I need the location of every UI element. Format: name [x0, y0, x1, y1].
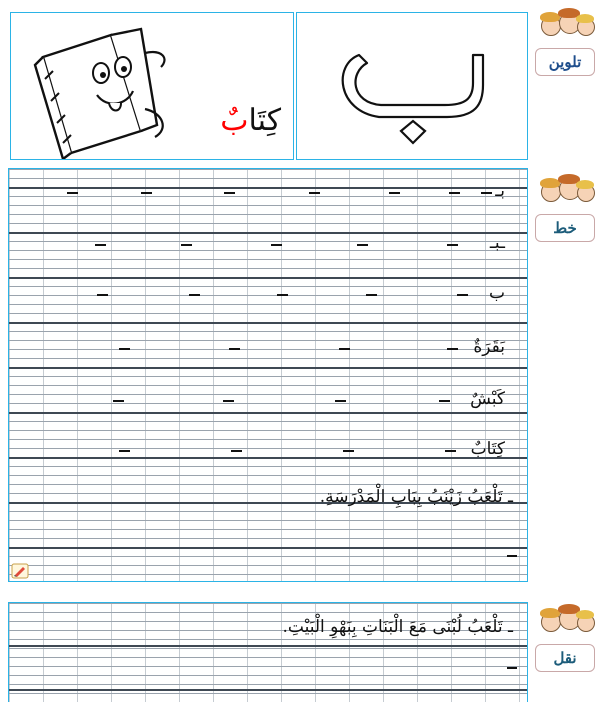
trace-dash [223, 400, 234, 402]
trace-row-label: بَقَرَةٌ [473, 337, 505, 357]
ruling-line [9, 322, 527, 324]
badge-color-label: تلوين [535, 48, 595, 76]
badge-copy [529, 602, 599, 682]
trace-dash [224, 192, 235, 194]
trace-dash [271, 244, 282, 246]
trace-dash [343, 450, 354, 452]
trace-row-label: كِتَابٌ [470, 439, 505, 459]
trace-row [9, 389, 527, 415]
kid-hair-icon [540, 178, 560, 188]
header-word-highlight: بٌ [220, 103, 249, 138]
trace-row-label: كَبْشٌ [470, 389, 505, 409]
kid-hair-icon [576, 180, 594, 189]
trace-row [9, 337, 527, 363]
trace-panel [8, 168, 528, 582]
kid-hair-icon [540, 608, 560, 618]
badge-color [529, 6, 599, 86]
ruling-line [9, 547, 527, 549]
trace-dash [447, 244, 458, 246]
trace-dash [67, 192, 78, 194]
trace-dash [95, 244, 106, 246]
header-word-prefix: كِتَا [248, 103, 281, 138]
letter-box [296, 12, 528, 160]
trace-dash [389, 192, 400, 194]
copy-panel [8, 602, 528, 702]
badge-trace [529, 172, 599, 252]
trace-dash [447, 348, 458, 350]
trace-dash [357, 244, 368, 246]
trace-dash [439, 400, 450, 402]
trace-dash [457, 294, 468, 296]
word-box [10, 12, 294, 160]
trace-row [9, 233, 527, 259]
trace-dash [119, 348, 130, 350]
trace-row [9, 283, 527, 309]
copy-sentence: ـ تَلْعَبُ لُبْنَى مَعَ الْبَنَاتِ بِبَهْوِ الْبَيْتِ. [282, 617, 513, 637]
badge-trace-label: خط [535, 214, 595, 242]
trace-dash [481, 192, 492, 194]
copy-end-mark [507, 667, 517, 669]
pencil-icon [11, 563, 29, 579]
kid-hair-icon [576, 610, 594, 619]
trace-dash [113, 400, 124, 402]
ruling-line [9, 645, 527, 647]
kid-hair-icon [540, 12, 560, 22]
trace-dash [366, 294, 377, 296]
ruling-line [9, 367, 527, 369]
trace-dash [277, 294, 288, 296]
trace-end-mark [507, 555, 517, 557]
trace-dash [181, 244, 192, 246]
trace-dash [141, 192, 152, 194]
trace-dash [339, 348, 350, 350]
trace-dash [119, 450, 130, 452]
trace-dash [445, 450, 456, 452]
trace-row-label: ب [488, 283, 505, 303]
trace-row-label: بـ [495, 181, 505, 201]
trace-dash [189, 294, 200, 296]
kid-hair-icon [576, 14, 594, 23]
trace-row-label: ـبـ [489, 233, 505, 253]
trace-dash [335, 400, 346, 402]
trace-row [9, 181, 527, 207]
trace-row [9, 439, 527, 465]
ruling-line [9, 232, 527, 234]
ruling-line [9, 277, 527, 279]
trace-dash [97, 294, 108, 296]
trace-dash [229, 348, 240, 350]
letter-ba-outline-icon [297, 13, 529, 161]
book-character-icon [23, 13, 173, 159]
trace-sentence: ـ تَلْعَبُ زَيْنَبُ بِبَابِ الْمَدْرَسَةِ. [319, 487, 513, 507]
header-word [220, 103, 281, 138]
badge-copy-label: نقل [535, 644, 595, 672]
trace-dash [449, 192, 460, 194]
trace-dash [231, 450, 242, 452]
trace-dash [309, 192, 320, 194]
